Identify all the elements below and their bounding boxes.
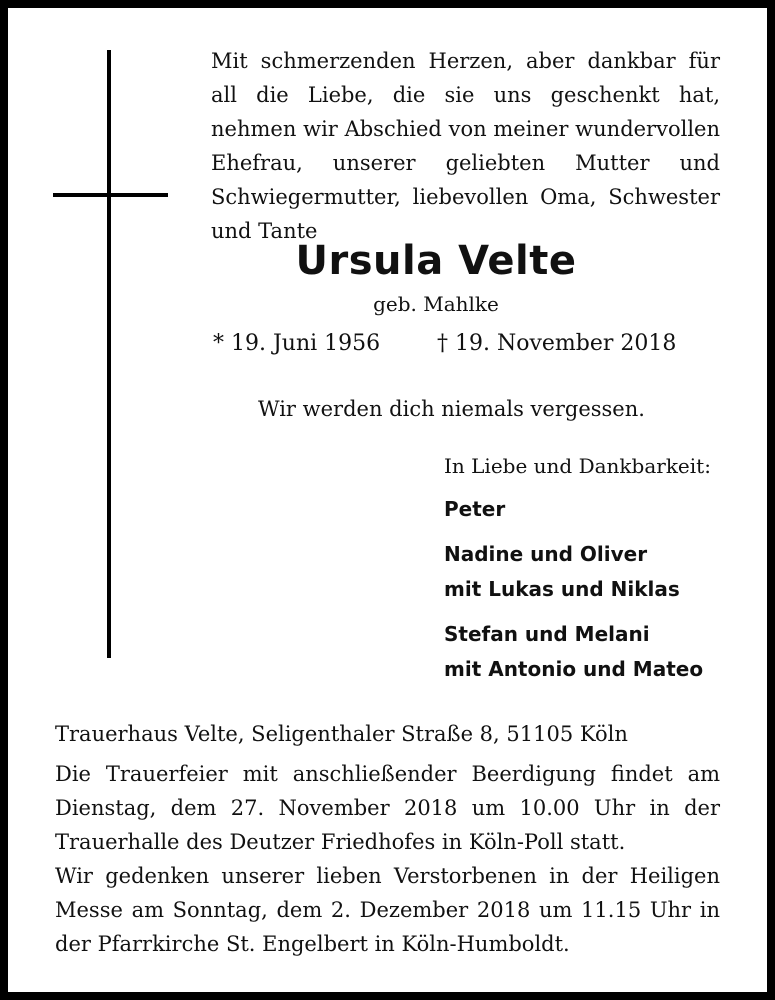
birth-date: * 19. Juni 1956	[213, 331, 381, 356]
maiden-name: geb. Mahlke	[373, 292, 499, 316]
signer-group	[444, 617, 703, 687]
mourning-house-address: Trauerhaus Velte, Seligenthaler Straße 8, 51105 Köln	[55, 722, 628, 746]
motto: Wir werden dich niemals vergessen.	[258, 397, 645, 421]
signer-group	[444, 537, 680, 607]
signer-line: mit Lukas und Niklas	[444, 577, 680, 601]
signer-line: Nadine und Oliver	[444, 542, 648, 566]
memorial-mass-details: Wir gedenken unserer lieben Verstorbenen in der Heiligen Messe am Sonntag, dem 2. Dezember 2018 um 11.15 Uhr in der Pfarrkirche St. Engelbert in Köln-Humboldt.	[55, 864, 720, 956]
signer-line: Peter	[444, 497, 506, 521]
death-date: † 19. November 2018	[437, 331, 677, 356]
funeral-details: Die Trauerfeier mit anschließender Beerdigung findet am Dienstag, dem 27. November 2018 um 10.00 Uhr in der Trauerhalle des Deutzer Friedhofes in Köln-Poll statt.	[55, 762, 720, 854]
signer-line: Stefan und Melani	[444, 622, 650, 646]
thanks-line: In Liebe und Dankbarkeit:	[444, 454, 711, 478]
cross-vertical-bar	[107, 50, 111, 658]
cross-horizontal-bar	[53, 193, 168, 197]
signer-group	[444, 492, 505, 527]
signer-line: mit Antonio und Mateo	[444, 657, 704, 681]
deceased-name: Ursula Velte	[295, 238, 577, 284]
intro-text: Mit schmerzenden Herzen, aber dankbar für all die Liebe, die sie uns geschenkt hat, nehmen wir Abschied von meiner wundervollen Ehefrau, unserer geliebten Mutter und Schwiegermutter, liebevollen Oma, Schwester und Tante	[211, 49, 720, 243]
